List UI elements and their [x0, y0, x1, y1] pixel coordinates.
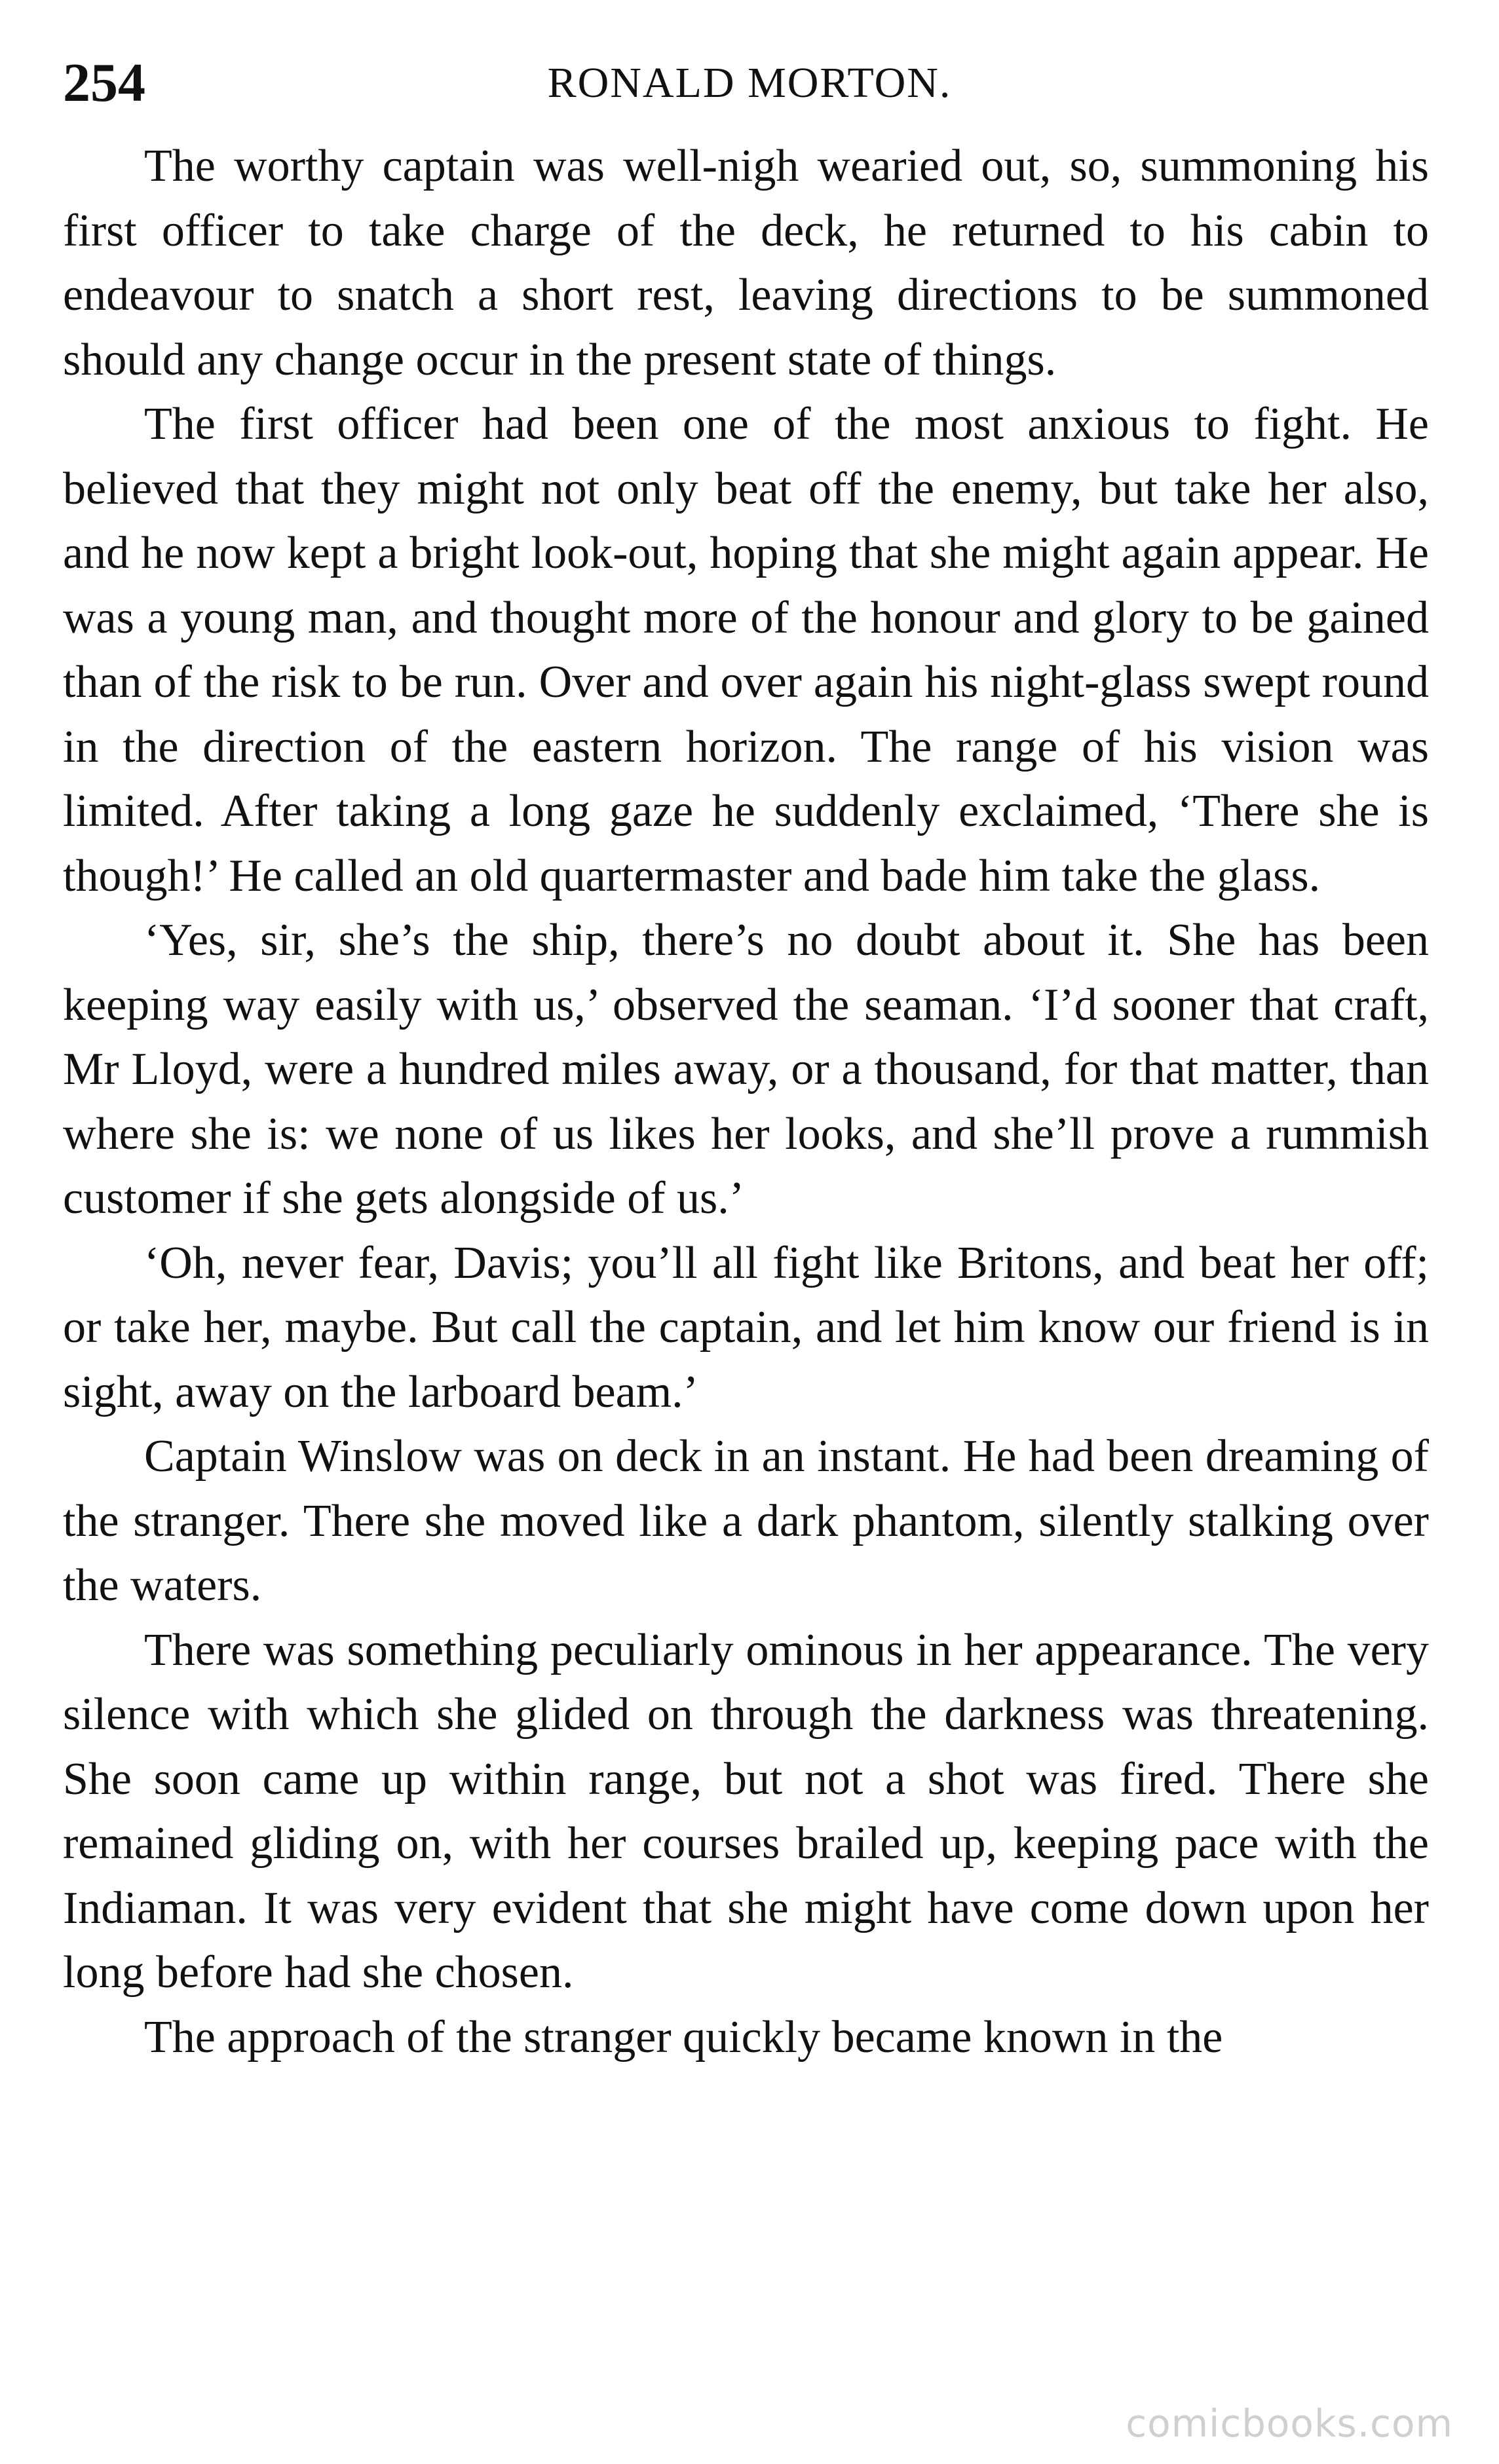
paragraph: ‘Oh, never fear, Davis; you’ll all fight like Britons, and beat her off; or take her, maybe. But call the captain, and let him know our friend is in sight, away on the larboard beam.’ [63, 1237, 1429, 1417]
watermark: comicbooks.com [1126, 2401, 1453, 2446]
body-text [63, 134, 1429, 2070]
page-header [63, 47, 1436, 119]
paragraph: Captain Winslow was on deck in an instant. He had been dreaming of the stranger. There she moved like a dark phantom, silently stalking over the waters. [63, 1431, 1429, 1611]
running-title: RONALD MORTON. [547, 59, 952, 107]
paragraph: The approach of the stranger quickly became known in the [144, 2011, 1223, 2063]
paragraph: There was something peculiarly ominous in her appearance. The very silence with which she glided on through the darkness was threatening. She soon came up within range, but not a shot was fired. There she remained gliding on, with her courses brailed up, keeping pace with the Indiaman. It was very evident that she might have come down upon her long before had she chosen. [63, 1624, 1429, 1998]
page-number: 254 [63, 52, 145, 113]
paragraph: The worthy captain was well-nigh wearied out, so, summoning his first officer to take charge of the deck, he returned to his cabin to endeavour to snatch a short rest, leaving directions to be summoned should any change occur in the present state of things. [63, 141, 1429, 385]
paragraph: ‘Yes, sir, she’s the ship, there’s no doubt about it. She has been keeping way easily with us,’ observed the seaman. ‘I’d sooner that craft, Mr Lloyd, were a hundred miles away, or a thousand, for that matter, than where she is: we none of us likes her looks, and she’ll prove a rummish customer if she gets alongside of us.’ [63, 915, 1429, 1223]
paragraph: The first officer had been one of the most anxious to fight. He believed that they might not only beat off the enemy, but take her also, and he now kept a bright look-out, hoping that she might again appear. He was a young man, and thought more of the honour and glory to be gained than of the risk to be run. Over and over again his night-glass swept round in the direction of the eastern horizon. The range of his vision was limited. After taking a long gaze he suddenly exclaimed, ‘There she is though!’ He called an old quartermaster and bade him take the glass. [63, 399, 1429, 901]
